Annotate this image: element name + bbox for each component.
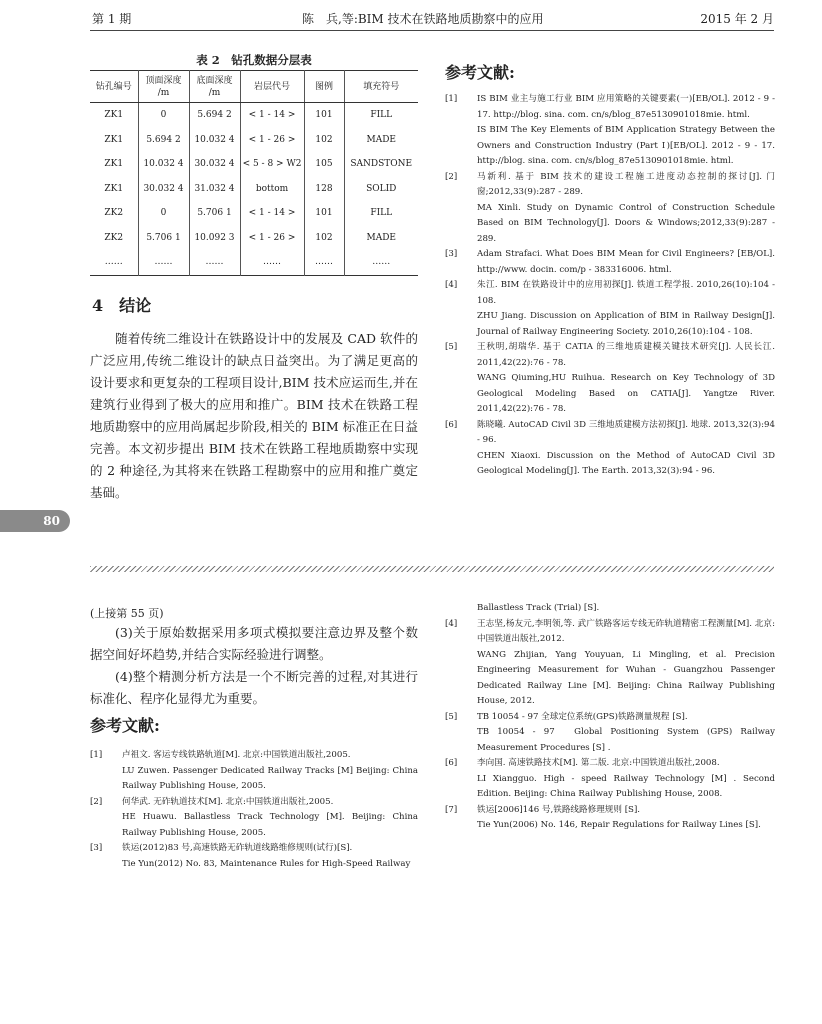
borehole-table xyxy=(90,70,418,276)
references-list xyxy=(445,92,775,480)
table-cell: < 1 - 26 > xyxy=(240,128,304,153)
table-cell: ZK1 xyxy=(104,110,124,121)
table-cell: 105 xyxy=(304,152,344,177)
reference-text-en: WANG Zhijian, Yang Youyuan, Li Mingling, et al. Precision Engineering Measurement for Wuhan - Guangzhou Passenger Dedicated Railway Line [M]. Beijing: China Railway Publishing House, 2012. xyxy=(477,649,775,706)
table-cell: < 1 - 26 > xyxy=(240,226,304,251)
reference-text-en: LU Zuwen. Passenger Dedicated Railway Tracks [M] Beijing: China Railway Publishing House, 2005. xyxy=(122,765,418,791)
reference-item xyxy=(445,278,775,340)
references-list-right xyxy=(445,601,775,834)
reference-text-cn: Adam Strafaci. What Does BIM Mean for Civil Engineers? [EB/OL]. http://www. docin. com/p - 383316006. html. xyxy=(477,249,775,275)
reference-text-en: Tie Yun(2006) No. 146, Repair Regulations for Railway Lines [S]. xyxy=(477,820,761,830)
reference-text-cn: TB 10054 - 97 全球定位系统(GPS)铁路测量规程 [S]. xyxy=(477,711,688,722)
table-cell: …… xyxy=(138,250,189,275)
reference-item xyxy=(445,92,775,170)
page-number-tab xyxy=(0,510,70,532)
column-header: 底面深度 /m xyxy=(189,71,240,103)
table-cell: …… xyxy=(104,257,123,268)
table-row xyxy=(90,152,418,177)
table-cell: SANDSTONE xyxy=(344,152,418,177)
table-cell: 102 xyxy=(304,128,344,153)
column-header: 岩层代号 xyxy=(240,71,304,103)
reference-text-cn: 朱江. BIM 在铁路设计中的应用初探[J]. 铁道工程学报. 2010,26(10):104 - 108. xyxy=(477,280,775,306)
reference-text-cn: 铁运(2012)83 号,高速铁路无砟轨道线路维修规则(试行)[S]. xyxy=(122,843,353,853)
table-cell: 31.032 4 xyxy=(189,177,240,202)
reference-item xyxy=(90,841,418,872)
table-cell: …… xyxy=(240,250,304,275)
reference-item xyxy=(90,795,418,842)
reference-item xyxy=(445,803,775,834)
table-cell: 5.706 1 xyxy=(189,201,240,226)
table-row xyxy=(90,250,418,275)
section-divider xyxy=(90,566,774,572)
header-rule xyxy=(90,30,774,31)
table-caption: 表 2 钻孔数据分层表 xyxy=(196,53,312,67)
reference-text-en: CHEN Xiaoxi. Discussion on the Method of AutoCAD Civil 3D Geological Modeling[J]. The Earth. 2013,32(3):94 - 96. xyxy=(477,450,775,476)
reference-text-en: Ballastless Track (Trial) [S]. xyxy=(477,603,600,613)
table-cell: bottom xyxy=(240,177,304,202)
table-cell: < 1 - 14 > xyxy=(240,103,304,128)
running-header xyxy=(92,8,774,30)
table-cell: ZK1 xyxy=(104,159,124,170)
reference-text-en: MA Xinli. Study on Dynamic Control of Construction Schedule Based on BIM Technology[J]. Doors & Windows;2012,33(9):287 - 289. xyxy=(477,202,775,244)
reference-text-en: TB 10054 - 97 Global Positioning System (GPS) Railway Measurement Procedures [S] . xyxy=(477,727,775,753)
reference-number: [6] xyxy=(445,419,458,430)
reference-item xyxy=(445,340,775,418)
reference-text-en: ZHU Jiang. Discussion on Application of BIM in Railway Design[J]. Journal of Railway Engineering Society. 2010,26(10):104 - 108. xyxy=(477,311,775,337)
table-row xyxy=(90,177,418,202)
conclusion-text: 随着传统二维设计在铁路设计中的发展及 CAD 软件的广泛应用,传统二维设计的缺点日益突出。为了满足更高的设计要求和更复杂的工程项目设计,BIM 技术应运而生,并在建筑行业得到了极大的应用和推广。BIM 技术在铁路工程地质勘察中的应用尚属起步阶段,相关的 BIM 标准正在日益完善。本文初步提出 BIM 技术在铁路工程地质勘察中实现的 2 种途径,为其将来在铁路工程勘察中的应用和推广奠定基础。 xyxy=(90,331,418,500)
reference-text-en: LI Xiangguo. High - speed Railway Technology [M] . Second Edition. Beijing: China Railway Publishing House, 2008. xyxy=(477,773,775,799)
reference-item xyxy=(445,247,775,278)
references-list-left xyxy=(90,748,418,872)
reference-number: [2] xyxy=(90,796,103,807)
table-cell: 5.706 1 xyxy=(138,226,189,251)
reference-text-cn: 铁运[2006]146 号,铁路线路修理规则 [S]. xyxy=(477,804,641,815)
reference-text-en: IS BIM The Key Elements of BIM Application Strategy Between the Owners and Construction Industry (Part Ⅰ)[EB/OL]. 2012 - 9 - 17. http://blog. sina. com. cn/s/blog_87e5130901018mie. html. xyxy=(477,125,775,166)
table-row xyxy=(90,201,418,226)
table-cell: …… xyxy=(304,250,344,275)
column-header: 顶面深度 /m xyxy=(138,71,189,103)
table-body xyxy=(90,103,418,276)
reference-text-cn: 马新利. 基于 BIM 技术的建设工程施工进度动态控制的探讨[J]. 门窗;2012,33(9):287 - 289. xyxy=(477,171,775,197)
table-cell: 30.032 4 xyxy=(189,152,240,177)
table-cell: 5.694 2 xyxy=(138,128,189,153)
table-cell: 10.032 4 xyxy=(138,152,189,177)
reference-text-en: Tie Yun(2012) No. 83, Maintenance Rules for High-Speed Railway xyxy=(122,858,411,869)
reference-text-en: HE Huawu. Ballastless Track Technology [M]. Beijing: China Railway Publishing House, 2005. xyxy=(122,812,418,838)
column-header: 图例 xyxy=(304,71,344,103)
issue-label: 第 1 期 xyxy=(92,12,132,26)
reference-number: [5] xyxy=(445,342,458,352)
reference-item xyxy=(445,710,775,757)
section-heading: 4 结论 xyxy=(92,296,152,315)
table-cell: 10.032 4 xyxy=(189,128,240,153)
reference-text-cn: 王志坚,杨友元,李明领,等. 武广铁路客运专线无砟轨道精密工程测量[M]. 北京:中国铁道出版社,2012. xyxy=(477,618,775,644)
issue-date: 2015 年 2 月 xyxy=(700,12,774,26)
continuation-paragraph: (4)整个精测分析方法是一个不断完善的过程,对其进行标准化、程序化显得尤为重要。 xyxy=(90,669,418,706)
reference-item xyxy=(445,170,775,248)
table-cell: 10.092 3 xyxy=(189,226,240,251)
table-cell: 101 xyxy=(304,103,344,128)
reference-item xyxy=(90,748,418,795)
table-cell: 128 xyxy=(304,177,344,202)
table-cell: 30.032 4 xyxy=(138,177,189,202)
conclusion-paragraph xyxy=(90,328,418,504)
reference-item xyxy=(445,418,775,480)
table-cell: SOLID xyxy=(344,177,418,202)
table-row xyxy=(90,226,418,251)
reference-number: [2] xyxy=(445,171,458,182)
reference-number: [5] xyxy=(445,711,458,722)
table-cell: ZK1 xyxy=(104,134,124,145)
table-cell: FILL xyxy=(344,103,418,128)
reference-number: [1] xyxy=(445,94,458,104)
references-heading-2: 参考文献: xyxy=(90,716,160,735)
references-heading: 参考文献: xyxy=(445,63,515,82)
continuation-note: (上接第 55 页) xyxy=(90,607,164,620)
continuation-paragraph: (3)关于原始数据采用多项式模拟要注意边界及整个数据空间好坏趋势,并结合实际经验进行调整。 xyxy=(90,625,418,662)
table-cell: ZK1 xyxy=(104,183,124,194)
table-cell: < 5 - 8 > W2 xyxy=(240,152,304,177)
reference-text-en: WANG Qiuming,HU Ruihua. Research on Key Technology of 3D Geological Modeling Based on CATIA[J]. Yangtze River. 2011,42(22):76 - 78. xyxy=(477,373,775,414)
column-header: 钻孔编号 xyxy=(90,71,138,103)
reference-number: [1] xyxy=(90,750,103,760)
reference-text-cn: 陈晓曦. AutoCAD Civil 3D 三维地质建模方法初探[J]. 地球. 2013,32(3):94 - 96. xyxy=(477,419,775,445)
reference-item xyxy=(445,601,775,617)
reference-text-cn: 何华武. 无砟轨道技术[M]. 北京:中国铁道出版社,2005. xyxy=(122,796,334,807)
reference-number: [3] xyxy=(90,843,103,853)
page-number: 80 xyxy=(43,514,60,528)
table-cell: ZK2 xyxy=(104,208,124,219)
running-title: 陈 兵,等:BIM 技术在铁路地质勘察中的应用 xyxy=(302,12,544,26)
column-header: 填充符号 xyxy=(344,71,418,103)
reference-number: [4] xyxy=(445,280,458,290)
table-cell: …… xyxy=(344,250,418,275)
table-cell: 5.694 2 xyxy=(189,103,240,128)
table-cell: MADE xyxy=(344,128,418,153)
reference-number: [3] xyxy=(445,249,458,259)
reference-number: [6] xyxy=(445,758,458,768)
table-cell: < 1 - 14 > xyxy=(240,201,304,226)
reference-text-cn: 卢祖文. 客运专线铁路轨道[M]. 北京:中国铁道出版社,2005. xyxy=(122,750,351,760)
table-row xyxy=(90,103,418,128)
reference-text-cn: IS BIM 业主与施工行业 BIM 应用策略的关键要素(一)[EB/OL]. 2012 - 9 - 17. http://blog. sina. com. cn/s/blog_87e5130901018mie. html. xyxy=(477,94,775,120)
table-cell: 101 xyxy=(304,201,344,226)
reference-number: [7] xyxy=(445,804,458,815)
reference-number: [4] xyxy=(445,618,458,629)
reference-text-cn: 王秋明,胡瑞华. 基于 CATIA 的三维地质建模关键技术研究[J]. 人民长江. 2011,42(22):76 - 78. xyxy=(477,342,775,368)
table-cell: 0 xyxy=(138,103,189,128)
table-cell: 0 xyxy=(138,201,189,226)
reference-text-cn: 李向国. 高速铁路技术[M]. 第二版. 北京:中国铁道出版社,2008. xyxy=(477,758,720,768)
table-row xyxy=(90,128,418,153)
table-cell: FILL xyxy=(344,201,418,226)
table-cell: ZK2 xyxy=(104,232,124,243)
table-cell: 102 xyxy=(304,226,344,251)
table-cell: MADE xyxy=(344,226,418,251)
reference-item xyxy=(445,617,775,710)
table-cell: …… xyxy=(189,250,240,275)
reference-item xyxy=(445,756,775,803)
table-header-row xyxy=(90,71,418,103)
continuation-paragraphs xyxy=(90,622,418,710)
